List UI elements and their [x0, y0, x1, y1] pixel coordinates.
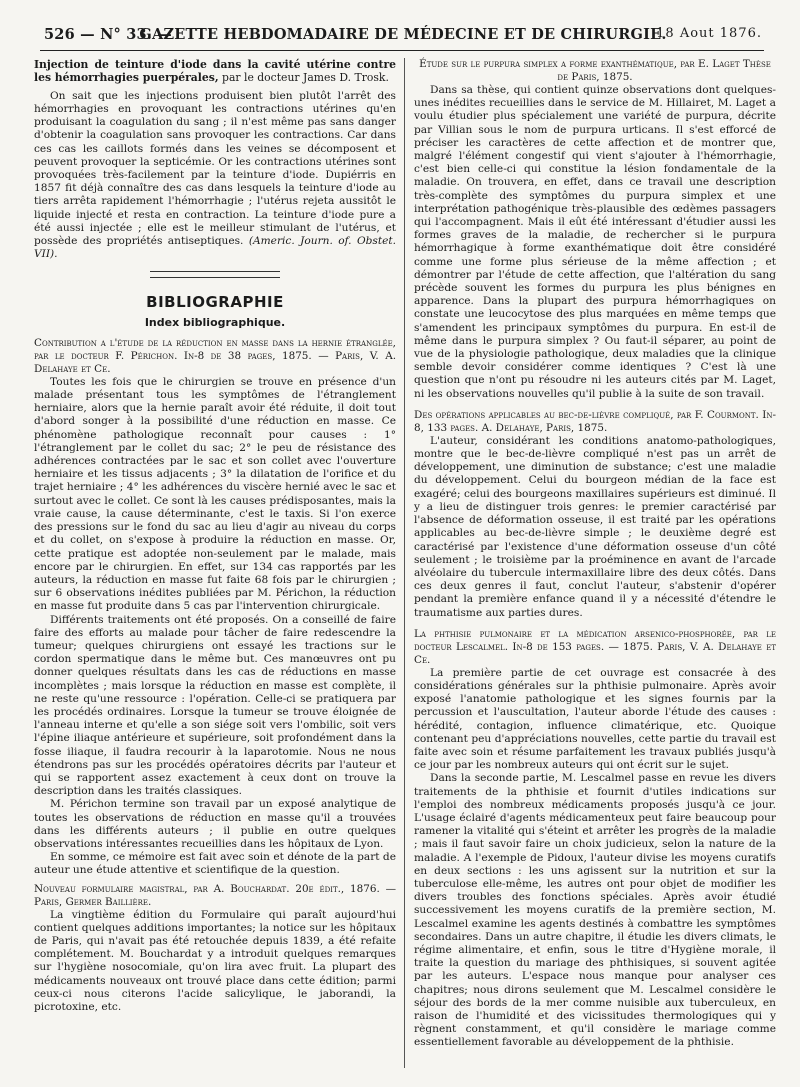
article-author: par le docteur James D. Trosk.	[222, 71, 389, 85]
right-column	[414, 58, 776, 1050]
issue-date: 18 Aout 1876.	[656, 26, 762, 41]
article-reference: (Americ. Journ. of. Obstet. VII).	[34, 235, 397, 261]
entry-heading: Étude sur le purpura simplex a forme exanthématique, par E. Laget Thèse de Paris, 1875.	[419, 58, 771, 83]
entry-paragraph: Différents traitements ont été proposés. On a conseillé de faire faire des efforts au malade pour tâcher de faire redescendre la tumeur; quelques chirurgiens ont essayé les tractions sur le cordon spermatique dans le même but. Ces manœuvres ont pu donner quelques résultats dans les cas de réductions en masse incomplètes ; mais lorsque la réduction en masse est complète, il ne reste qu'une ressource : l'opération. Celle-ci se pratiquera par les procédés ordinaires. Lorsque la tumeur se trouve éloignée de l'anneau interne et qu'elle a son siége soit vers l'ombilic, soit vers l'épine iliaque antérieure et supérieure, soit profondément dans la fosse iliaque, il faudra recourir à la laparotomie. Nous ne nous étendrons pas sur les procédés opératoires décrits par l'auteur et qui se rapportent assez exactement à ceux dont on trouve la description dans les traités classiques.	[34, 613, 396, 798]
entry-paragraph: Toutes les fois que le chirurgien se trouve en présence d'un malade présentant tous les symptômes de l'étranglement herniaire, alors que la hernie paraît avoir été réduite, il doit tout d'abord songer à la possibilité d'une réduction en masse. Ce phénomène pathologique reconnaît pour causes : 1° l'étranglement par le collet du sac; 2° le peu de résistance des adhérences contractées par le sac et son collet avec l'ouverture herniaire et les tissus adjacents ; 3° la dilatation de l'orifice et du trajet herniaire ; 4° les adhérences du viscère hernié avec le sac et surtout avec le collet. Ce sont là les causes prédisposantes, mais la vraie cause, la cause déterminante, c'est le taxis. Si l'on exerce des pressions sur le fond du sac au lieu d'agir au niveau du corps et du collet, on s'expose à produire la réduction en masse. Or, cette pratique est adoptée non-seulement par le malade, mais encore par le chirurgien. En effet, sur 134 cas rapportés par les auteurs, la réduction en masse fut faite 68 fois par le chirurgien ; sur 6 observations inédites publiées par M. Périchon, la réduction en masse fut produite dans 5 cas par l'intervention chirurgicale.	[34, 375, 396, 613]
entry-paragraph: La première partie de cet ouvrage est consacrée à des considérations générales sur la phthisie pulmonaire. Après avoir exposé l'anatomie pathologique et les signes fournis par la percussion et l'auscultation, l'auteur aborde l'étude des causes : hérédité, contagion, influence climatérique, etc. Quoique contenant peu d'appréciations nouvelles, cette partie du travail est faite avec soin et résume parfaitement les travaux publiés jusqu'à ce jour par les nombreux auteurs qui ont écrit sur le sujet.	[414, 666, 776, 772]
entry-paragraph: M. Périchon termine son travail par un exposé analytique de toutes les observations de réduction en masse qu'il a trouvées dans les différents auteurs ; il publie en outre quelques observations intéressantes recueillies dans les hôpitaux de Lyon.	[34, 798, 396, 850]
entry-paragraph: Dans la seconde partie, M. Lescalmel passe en revue les divers traitements de la phthisie et fournit d'utiles indications sur l'emploi des nombreux médicaments proposés jusqu'à ce jour. L'usage éclairé d'agents médicamenteux peut faire beaucoup pour ramener la vitalité qui s'éteint et arrêter les progrès de la maladie ; mais il faut savoir faire un choix judicieux, selon la nature de la maladie. A l'exemple de Pidoux, l'auteur divise les moyens curatifs en deux sections : les uns agissent sur la nutrition et sur la tuberculose elle-même, les autres ont pour objet de modifier les divers troubles des fonctions spéciales. Après avoir étudié successivement les moyens curatifs de la première section, M. Lescalmel examine les agents destinés à combattre les symptômes secondaires. Dans un autre chapitre, il étudie les divers climats, le régime alimentaire, et enfin, sous le titre d'Hygiène morale, il traite la question du mariage des phthisiques, si souvent agitée par les auteurs. L'espace nous manque pour analyser ces chapitres; nous dirons seulement que M. Lescalmel considère le séjour des bords de la mer comme nuisible aux tuberculeux, en raison de l'humidité et des vicissitudes thermologiques qui y règnent constamment, et qu'il considère le mariage comme essentiellement favorable au développement de la phthisie.	[414, 772, 776, 1049]
article-heading	[34, 58, 396, 85]
entry-heading: La phthisie pulmonaire et la médication arsenico-phosphorée, par le docteur Lescalmel. In-8 de 153 pages. — 1875. Paris, V. A. Delahaye et Ce.	[414, 627, 776, 666]
article-body: On sait que les injections produisent bien plutôt l'arrêt des hémorrhagies en provoquant les contractions utérines qu'en produisant la coagulation du sang ; il n'est même pas sans danger d'obtenir la coagulation sans provoquer les contractions. Car dans ces cas les caillots formés dans les veines se décomposent et peuvent provoquer la septicémie. Or les contractions utérines sont provoquées très-facilement par la teinture d'iode. Dupiérris en 1857 fit déjà connaître des cas dans lesquels la teinture d'iode au tiers arrêta rapidement l'hémorrhagie ; l'utérus rejeta aussitôt le liquide injecté et resta en contraction. La teinture d'iode pure a été aussi injectée ; elle est le meilleur stimulant de l'utérus, et possède des propriétés antiseptiques. (Americ. Journ. of. Obstet. VII).	[34, 89, 397, 261]
page-number: 526 — N° 33. —	[44, 26, 172, 43]
section-separator	[150, 271, 280, 278]
entry-paragraph: L'auteur, considérant les conditions anatomo-pathologiques, montre que le bec-de-lièvre compliqué n'est pas un arrêt de développement, une diminution de substance; c'est une maladie du développement. Celui du bourgeon médian de la face est exagéré; celui des bourgeons maxillaires supérieurs est diminué. Il y a lieu de distinguer trois genres: le premier caractérisé par l'absence de déformation osseuse, il est traité par les opérations applicables au bec-de-lièvre simple ; le deuxième degré est caractérisé par l'existence d'une déformation osseuse d'un côté seulement ; le troisième par la proéminence en avant de l'arcade alvéolaire du tubercule intermaxillaire libre des deux côtés. Dans ces deux genres il faut, conclut l'auteur, s'abstenir d'opérer pendant la première enfance quand il y a nécessité d'étendre le traumatisme aux parties dures.	[414, 434, 776, 619]
article-title: Injection de teinture d'iode dans la cavité utérine contre les hémorrhagies puerpérales,	[34, 58, 396, 85]
bibliography-subtitle: Index bibliographique.	[144, 315, 286, 329]
page-header	[44, 20, 762, 46]
entry-paragraph: Dans sa thèse, qui contient quinze observations dont quelques-unes inédites recueillies dans le service de M. Hillairet, M. Laget a voulu étudier plus spécialement une variété de purpura, décrite par Villian sous le nom de purpura urticans. Il s'est efforcé de préciser les caractères de cette affection et de montrer que, malgré l'élément congestif qui vient s'ajouter à l'hémorrhagie, c'est bien celle-ci qui constitue la lésion fondamentale de la maladie. On trouvera, en effet, dans ce travail une description très-complète des symptômes du purpura simplex et une interprétation pathogénique très-plausible des œdèmes passagers qui l'accompagnent. Mais il eût été intéressant d'étudier aussi les formes graves de la maladie, de rechercher si le purpura hémorrhagique à forme exanthématique doit être considéré comme une forme plus sérieuse de la même affection ; et démontrer par l'étude de cette affection, que l'altération du sang précède souvent les formes du purpura les plus bénignes en apparence. Dans la plupart des purpura hémorrhagiques on constate une leucocytose des plus marquées en même temps que s'amendent les principaux symptômes du purpura. En est-il de même dans le purpura simplex ? Ou faut-il séparer, au point de vue de la physiologie pathologique, deux maladies que la clinique semble devoir considérer comme identiques ? C'est là une question que n'ont pu résoudre ni les auteurs cités par M. Laget, ni les observations nouvelles qu'il publie à la suite de son travail.	[414, 84, 776, 400]
entry-paragraph: En somme, ce mémoire est fait avec soin et dénote de la part de auteur une étude attentive et scientifique de la question.	[34, 851, 396, 877]
column-divider	[404, 58, 405, 1068]
entry-heading: Contribution a l'étude de la réduction en masse dans la hernie étranglée, par le docteur F. Périchon. In-8 de 38 pages, 1875. — Paris, V. A. Delahaye et Ce.	[34, 336, 396, 375]
bibliography-title: BIBLIOGRAPHIE	[146, 293, 284, 312]
entry-heading: Nouveau formulaire magistral, par A. Bouchardat. 20e édit., 1876. — Paris, Germer Baillière.	[34, 882, 396, 908]
entry-paragraph: La vingtième édition du Formulaire qui paraît aujourd'hui contient quelques additions importantes; la notice sur les hôpitaux de Paris, qui n'avait pas été retouchée depuis 1839, a été refaite complétement. M. Bouchardat y a introduit quelques remarques sur l'hygiène nosocomiale, qu'on lira avec fruit. La plupart des médicaments nouveaux ont trouvé place dans cette édition; parmi ceux-ci nous citerons l'acide salicylique, le jaborandi, la picrotoxine, etc.	[34, 908, 396, 1013]
entry-heading: Des opérations applicables au bec-de-lièvre compliqué, par F. Courmont. In-8, 133 pages. A. Delahaye, Paris, 1875.	[414, 408, 776, 434]
header-rule	[40, 50, 764, 51]
left-column	[34, 58, 396, 1014]
journal-title: GAZETTE HEBDOMADAIRE DE MÉDECINE ET DE CHIRURGIE.	[139, 26, 667, 43]
